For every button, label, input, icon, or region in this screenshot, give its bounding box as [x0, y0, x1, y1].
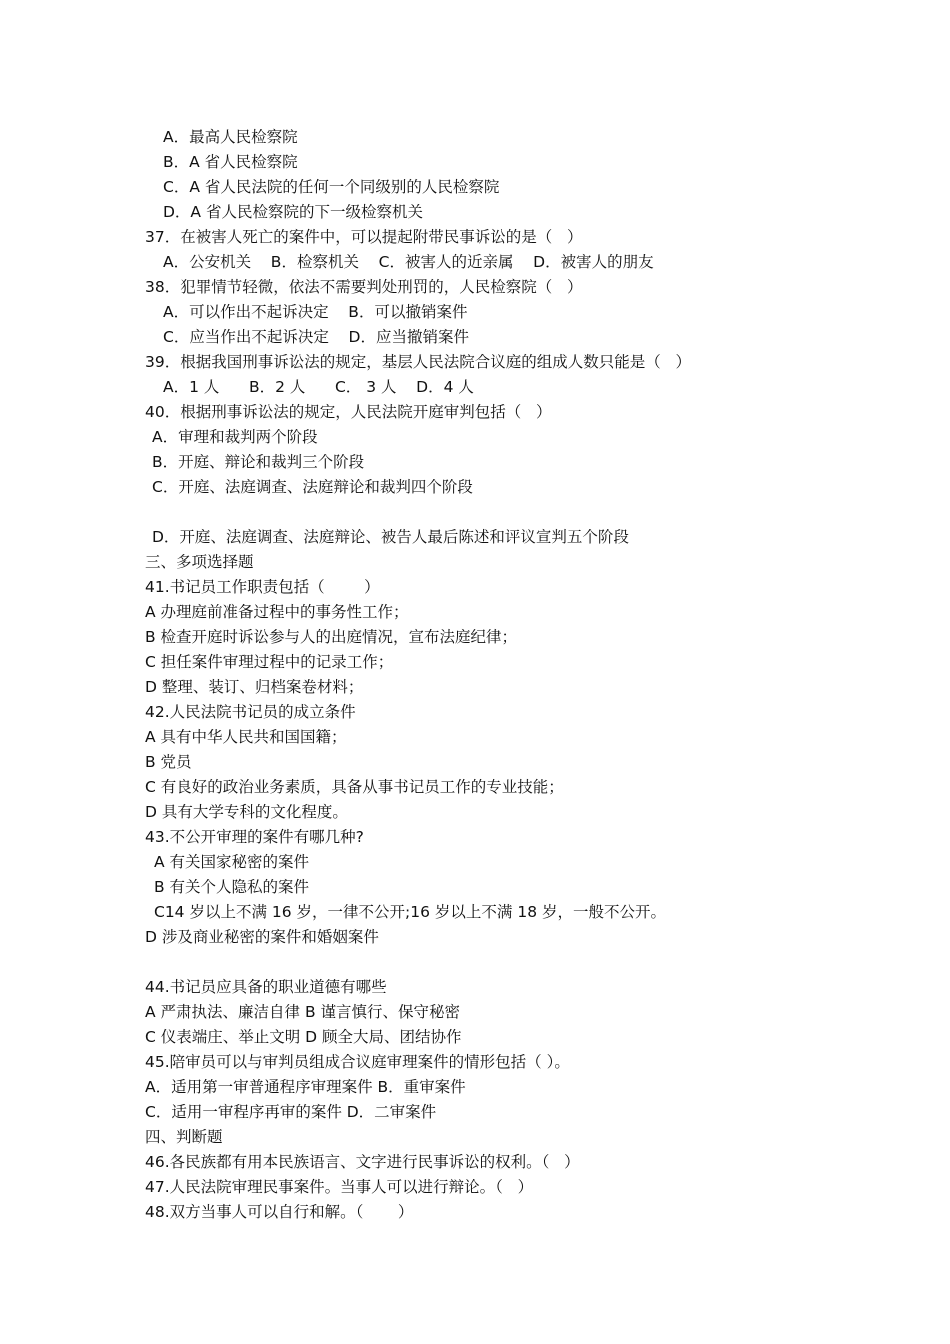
question-37: 37．在被害人死亡的案件中，可以提起附带民事诉讼的是（ ）	[145, 228, 583, 246]
option-text: C 仪表端庄、举止文明 D 顾全大局、团结协作	[145, 1028, 462, 1046]
option-text: C 有良好的政治业务素质，具备从事书记员工作的专业技能；	[145, 778, 564, 796]
option-text: A．公安机关 B．检察机关 C．被害人的近亲属 D．被害人的朋友	[163, 253, 654, 271]
question-43: 43.不公开审理的案件有哪几种?	[145, 828, 364, 846]
question-39: 39．根据我国刑事诉讼法的规定，基层人民法院合议庭的组成人数只能是（ ）	[145, 353, 692, 371]
option-text: A．审理和裁判两个阶段	[152, 428, 318, 446]
option-text: C．应当作出不起诉决定 D．应当撤销案件	[163, 328, 469, 346]
option-text: C．开庭、法庭调查、法庭辩论和裁判四个阶段	[152, 478, 473, 496]
option-text: A．最高人民检察院	[163, 128, 298, 146]
option-text: B 检查开庭时诉讼参与人的出庭情况，宣布法庭纪律；	[145, 628, 518, 646]
option-text: A 有关国家秘密的案件	[154, 853, 310, 871]
option-text: C14 岁以上不满 16 岁，一律不公开;16 岁以上不满 18 岁，一般不公开。	[154, 903, 667, 921]
option-text: D．A 省人民检察院的下一级检察机关	[163, 203, 423, 221]
option-text: A 办理庭前准备过程中的事务性工作；	[145, 603, 409, 621]
option-text: C 担任案件审理过程中的记录工作；	[145, 653, 394, 671]
option-text: A．1 人 B．2 人 C． 3 人 D．4 人	[163, 378, 474, 396]
question-41: 41.书记员工作职责包括（ ）	[145, 578, 380, 596]
question-47: 47.人民法院审理民事案件。当事人可以进行辩论。（ ）	[145, 1178, 534, 1196]
question-38: 38．犯罪情节轻微，依法不需要判处刑罚的，人民检察院（ ）	[145, 278, 583, 296]
option-text: A 具有中华人民共和国国籍；	[145, 728, 347, 746]
question-42: 42.人民法院书记员的成立条件	[145, 703, 356, 721]
option-text: C．适用一审程序再审的案件 D．二审案件	[145, 1103, 437, 1121]
option-text: D．开庭、法庭调查、法庭辩论、被告人最后陈述和评议宣判五个阶段	[152, 528, 629, 546]
option-text: A．可以作出不起诉决定 B．可以撤销案件	[163, 303, 468, 321]
option-text: A．适用第一审普通程序审理案件 B．重审案件	[145, 1078, 466, 1096]
section-heading: 四、判断题	[145, 1128, 223, 1146]
question-46: 46.各民族都有用本民族语言、文字进行民事诉讼的权利。（ ）	[145, 1153, 580, 1171]
option-text: B．开庭、辩论和裁判三个阶段	[152, 453, 365, 471]
question-48: 48.双方当事人可以自行和解。（ ）	[145, 1203, 414, 1221]
option-text: B 有关个人隐私的案件	[154, 878, 310, 896]
question-44: 44.书记员应具备的职业道德有哪些	[145, 978, 387, 996]
option-text: A 严肃执法、廉洁自律 B 谨言慎行、保守秘密	[145, 1003, 461, 1021]
option-text: D 整理、装订、归档案卷材料；	[145, 678, 364, 696]
section-heading: 三、多项选择题	[145, 553, 254, 571]
option-text: B．A 省人民检察院	[163, 153, 298, 171]
option-text: B 党员	[145, 753, 192, 771]
option-text: C．A 省人民法院的任何一个同级别的人民检察院	[163, 178, 500, 196]
question-45: 45.陪审员可以与审判员组成合议庭审理案件的情形包括（ ）。	[145, 1053, 570, 1071]
option-text: D 具有大学专科的文化程度。	[145, 803, 348, 821]
option-text: D 涉及商业秘密的案件和婚姻案件	[145, 928, 379, 946]
question-40: 40．根据刑事诉讼法的规定，人民法院开庭审判包括（ ）	[145, 403, 552, 421]
